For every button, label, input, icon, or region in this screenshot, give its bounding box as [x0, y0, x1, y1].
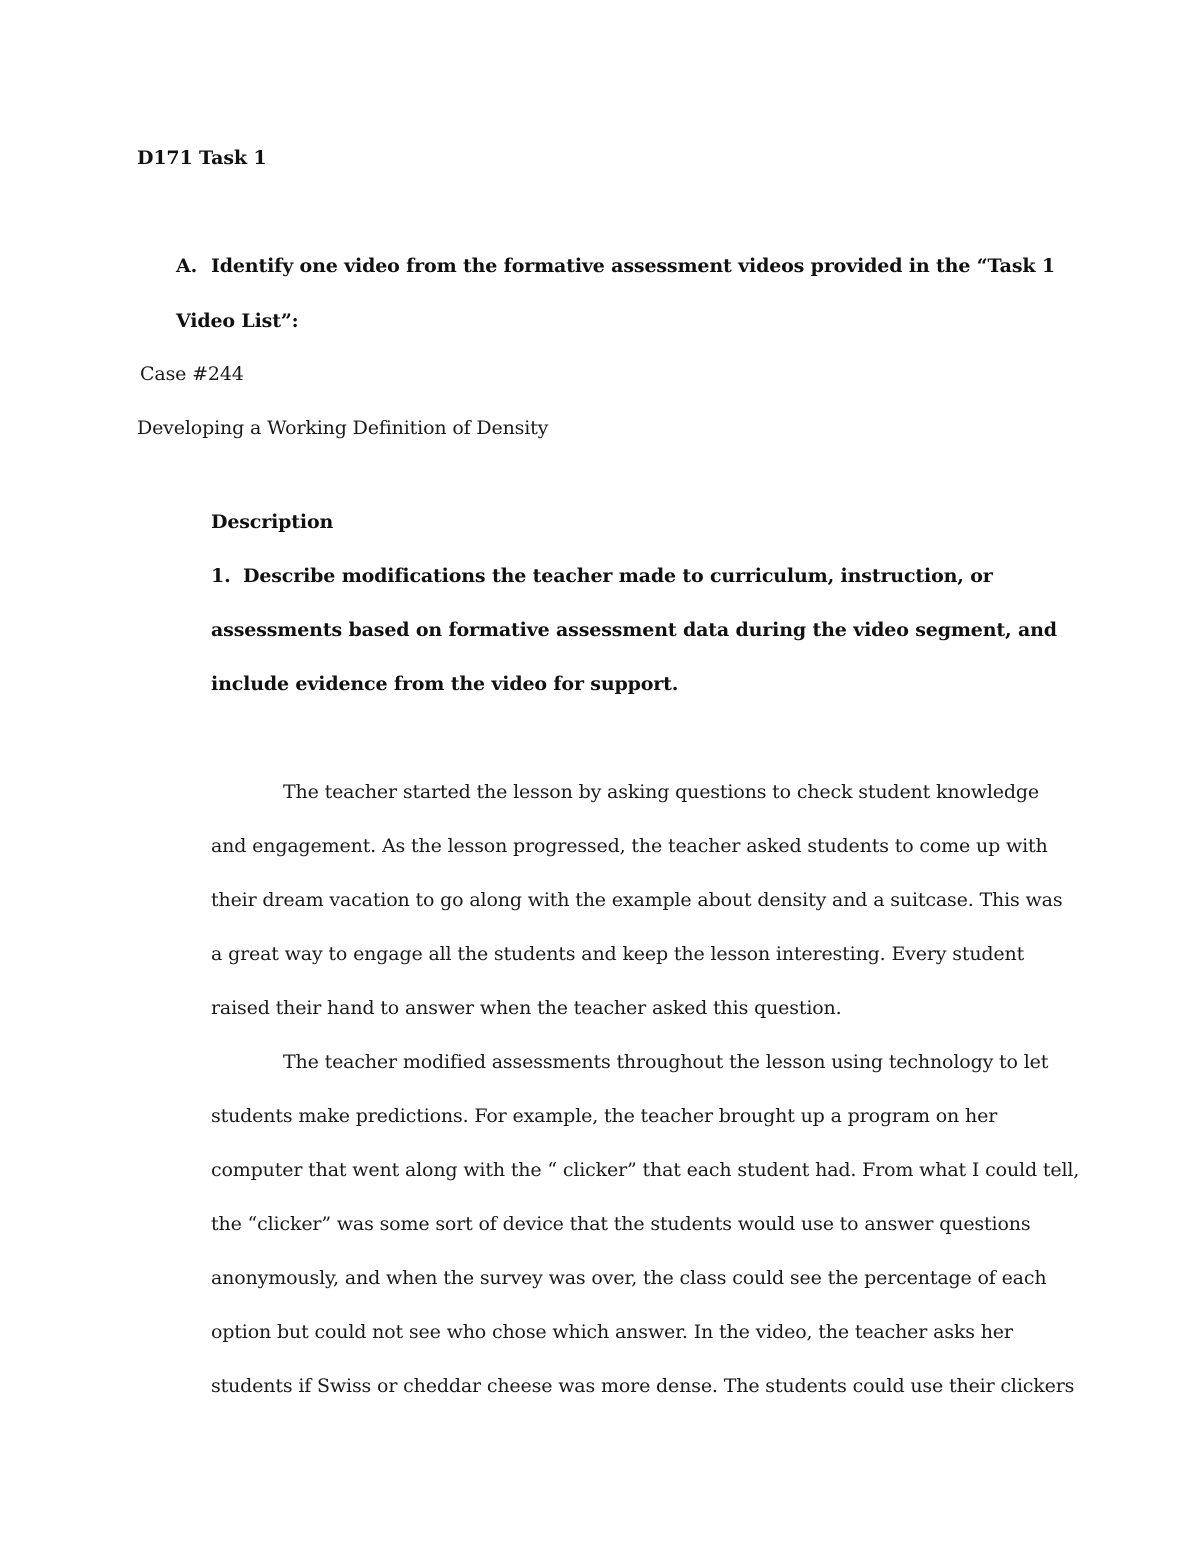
paragraph-1-line: The teacher started the lesson by asking questions to check student knowledge [283, 781, 1039, 803]
paragraph-2-line: the “clicker” was some sort of device that the students would use to answer questions [211, 1213, 1031, 1235]
section-a-heading-line-1: Identify one video from the formative assessment videos provided in the “Task 1 [211, 255, 1055, 277]
paragraph-2-line: anonymously, and when the survey was over, the class could see the percentage of each [211, 1267, 1047, 1289]
description-heading: Description [211, 511, 334, 533]
case-number: Case #244 [140, 363, 244, 385]
section-a-heading-line-2: Video List”: [176, 310, 299, 332]
paragraph-2-line: students make predictions. For example, the teacher brought up a program on her [211, 1105, 998, 1127]
paragraph-1-line: raised their hand to answer when the teacher asked this question. [211, 997, 842, 1019]
question-1-line-2: assessments based on formative assessment data during the video segment, and [211, 619, 1057, 641]
section-a-marker: A. [176, 255, 198, 277]
paragraph-1-line: a great way to engage all the students and keep the lesson interesting. Every student [211, 943, 1025, 965]
question-1-marker: 1. [211, 565, 231, 587]
question-1-line-3: include evidence from the video for support. [211, 673, 679, 695]
document-title: D171 Task 1 [137, 147, 267, 169]
question-1-line-1: Describe modifications the teacher made to curriculum, instruction, or [243, 565, 993, 587]
case-title: Developing a Working Definition of Density [137, 417, 549, 439]
paragraph-1-line: their dream vacation to go along with the example about density and a suitcase. This was [211, 889, 1063, 911]
paragraph-2-line: The teacher modified assessments throughout the lesson using technology to let [283, 1051, 1049, 1073]
paragraph-1-line: and engagement. As the lesson progressed, the teacher asked students to come up with [211, 835, 1048, 857]
paragraph-2-line: option but could not see who chose which answer. In the video, the teacher asks her [211, 1321, 1013, 1343]
paragraph-2-line: computer that went along with the “ clicker” that each student had. From what I could tell, [211, 1159, 1080, 1181]
paragraph-2-line: students if Swiss or cheddar cheese was more dense. The students could use their clickers [211, 1375, 1075, 1397]
